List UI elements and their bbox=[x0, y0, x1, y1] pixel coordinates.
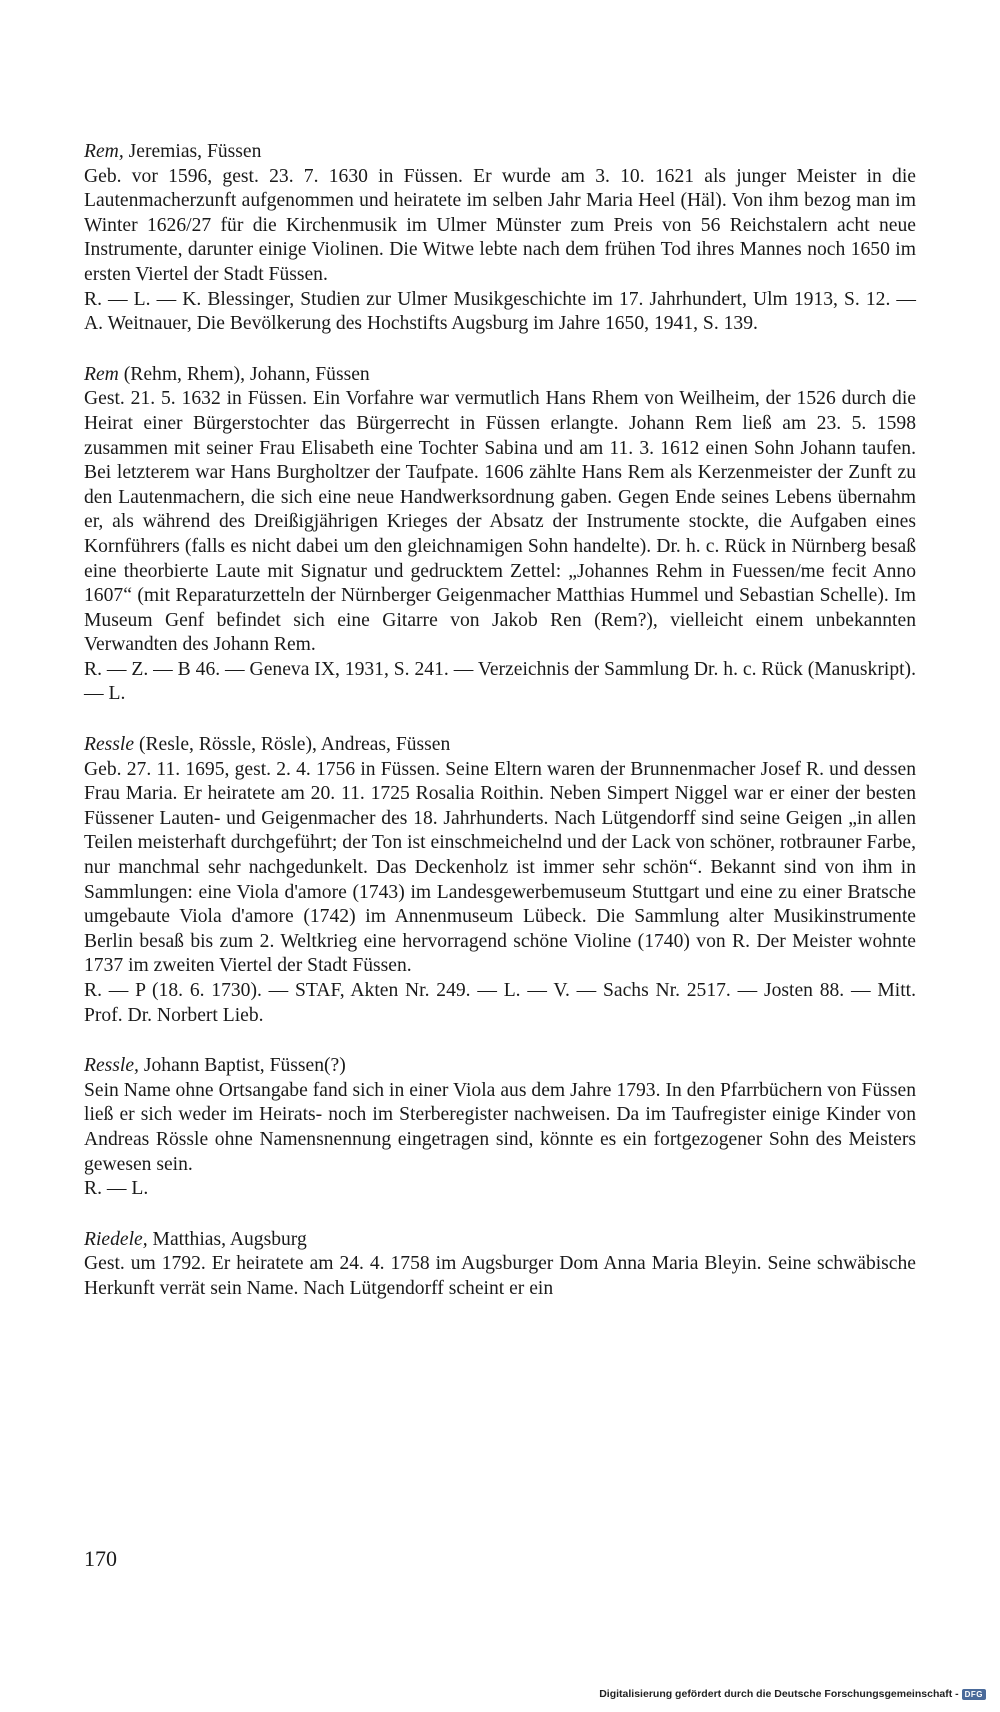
entry-name: Riedele, bbox=[84, 1228, 148, 1250]
entry-name: Rem, bbox=[84, 141, 124, 162]
entry-heading-rest: (Resle, Rössle, Rösle), Andreas, Füssen bbox=[134, 734, 451, 756]
entry-references: R. — P (18. 6. 1730). — STAF, Akten Nr. 249. — L. — V. — Sachs Nr. 2517. — Josten 88. — Mitt. Prof. Dr. Norbert Lieb. bbox=[84, 980, 916, 1026]
digitization-footer bbox=[599, 1688, 986, 1700]
entry-name: Ressle bbox=[84, 734, 135, 756]
entry-heading bbox=[84, 363, 916, 388]
entry-body: Sein Name ohne Ortsangabe fand sich in einer Viola aus dem Jahre 1793. In den Pfarrbüchern von Füssen ließ er sich weder im Heirats- noch im Sterberegister nachweisen. Da im Taufregister einige Kinder von Andreas Rössle ohne Namensnennung eingetragen sind, könnte es ein fortgezogener Sohn des Meisters gewesen sein. bbox=[84, 1079, 916, 1175]
entry-references: R. — L. bbox=[84, 1178, 149, 1200]
entry-body: Gest. um 1792. Er heiratete am 24. 4. 1758 im Augsburger Dom Anna Maria Bleyin. Seine schwäbische Herkunft verrät sein Name. Nach Lütgendorff scheint er ein bbox=[84, 1253, 916, 1299]
entry-rem-jeremias bbox=[84, 140, 916, 337]
entry-body: Gest. 21. 5. 1632 in Füssen. Ein Vorfahre war vermutlich Hans Rhem von Weilheim, der 1526 durch die Heirat einer Bürgerstochter das Bürgerrecht in Füssen erlangte. Johann Rem ließ am 23. 5. 1598 zusammen mit seiner Frau Elisabeth eine Tochter Sabina und am 11. 3. 1612 einen Sohn Johann taufen. Bei letzterem war Hans Burgholtzer der Taufpate. 1606 zählte Hans Rem als Kerzenmeister der Zunft zu den Lautenmachern, die sich eine neue Handwerksordnung gaben. Gegen Ende seines Lebens übernahm er, als während des Dreißigjährigen Krieges der Absatz der Instrumente stockte, die Aufgaben eines Kornführers (falls es nicht dabei um den gleichnamigen Sohn handelte). Dr. h. c. Rück in Nürnberg besaß eine theorbierte Laute mit Signatur und gedrucktem Zettel: „Johannes Rehm in Fuessen/me fecit Anno 1607“ (mit Reparaturzetteln der Nürnberger Geigenmacher Matthias Hummel und Sebastian Schelle). Im Museum Genf befindet sich eine Gitarre von Jakob Ren (Rem?), vielleicht einem unbekannten Verwandten des Johann Rem. bbox=[84, 388, 916, 656]
entry-name: Rem bbox=[84, 363, 119, 385]
entry-references: R. — Z. — B 46. — Geneva IX, 1931, S. 241. — Verzeichnis der Sammlung Dr. h. c. Rück (Manuskript). — L. bbox=[84, 658, 916, 705]
page-content bbox=[84, 140, 916, 1328]
entry-body: Geb. vor 1596, gest. 23. 7. 1630 in Füssen. Er wurde am 3. 10. 1621 als junger Meister in die Lautenmacherzunft aufgenommen und heiratete im selben Jahr Maria Heel (Häl). Von ihm bezog man im Winter 1626/27 für die Kirchenmusik im Ulmer Münster zum Preis von 56 Reichstalern acht neue Instrumente, darunter einige Violinen. Die Witwe lebte nach dem frühen Tod ihres Mannes noch 1650 im ersten Viertel der Stadt Füssen. bbox=[84, 165, 916, 285]
entry-ressle-andreas bbox=[84, 733, 916, 1028]
entry-heading-rest: Jeremias, Füssen bbox=[123, 141, 262, 162]
dfg-logo: DFG bbox=[962, 1689, 986, 1700]
entry-heading bbox=[84, 733, 916, 758]
entry-heading bbox=[84, 1054, 916, 1079]
entry-riedele-matthias bbox=[84, 1228, 916, 1302]
entry-body: Geb. 27. 11. 1695, gest. 2. 4. 1756 in Füssen. Seine Eltern waren der Brunnenmacher Josef R. und dessen Frau Maria. Er heiratete am 20. 11. 1725 Rosalia Roithin. Neben Simpert Niggel war er einer der besten Füssener Lauten- und Geigenmacher des 18. Jahrhunderts. Nach Lütgendorff sind seine Geigen „in allen Teilen meisterhaft durchgeführt; der Ton ist einschmeichelnd und der Lack von schöner, rotbrauner Farbe, nur manchmal sehr nachgedunkelt. Das Deckenholz ist immer sehr schön“. Bekannt sind von ihm in Sammlungen: eine Viola d'amore (1743) im Landesgewerbemuseum Stuttgart und eine zu einer Bratsche umgebaute Viola d'amore (1742) im Annenmuseum Lübeck. Die Sammlung alter Musikinstrumente Berlin besaß bis zum 2. Weltkrieg eine hervorragend schöne Violine (1740) von R. Der Meister wohnte 1737 im zweiten Viertel der Stadt Füssen. bbox=[84, 758, 916, 977]
footer-text: Digitalisierung gefördert durch die Deutsche Forschungsgemeinschaft - bbox=[599, 1688, 959, 1700]
entry-heading-rest: Matthias, Augsburg bbox=[147, 1228, 307, 1250]
entry-rem-johann bbox=[84, 363, 916, 707]
entry-references: R. — L. — K. Blessinger, Studien zur Ulmer Musikgeschichte im 17. Jahrhundert, Ulm 1913, S. 12. — A. Weitnauer, Die Bevölkerung des Hochstifts Augsburg im Jahre 1650, 1941, S. 139. bbox=[84, 288, 916, 335]
entry-heading-rest: (Rehm, Rhem), Johann, Füssen bbox=[118, 363, 370, 385]
entry-ressle-johann-baptist bbox=[84, 1054, 916, 1202]
entry-heading bbox=[84, 140, 916, 165]
entry-heading-rest: Johann Baptist, Füssen(?) bbox=[138, 1055, 346, 1077]
entry-name: Ressle, bbox=[84, 1055, 139, 1077]
entry-heading bbox=[84, 1228, 916, 1253]
page-number: 170 bbox=[84, 1546, 117, 1571]
